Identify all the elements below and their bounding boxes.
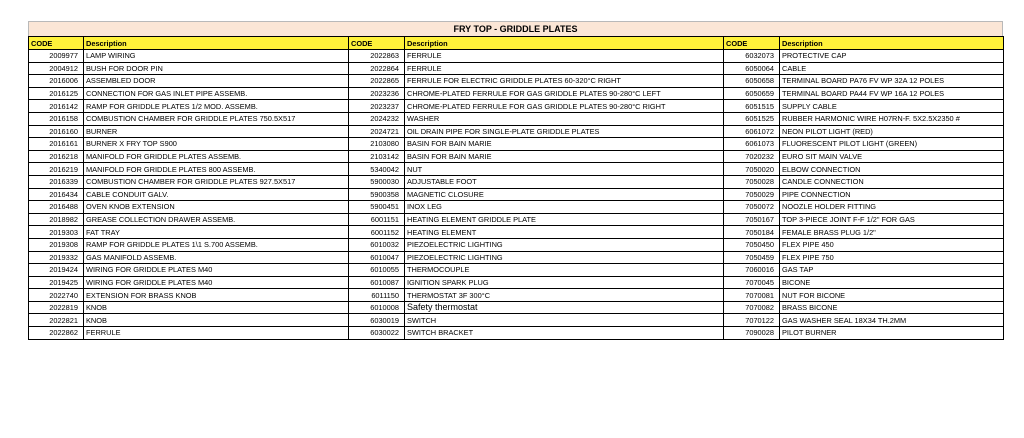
part-code: 7020232 bbox=[724, 150, 780, 163]
part-code: 7090028 bbox=[724, 327, 780, 340]
part-description: WIRING FOR GRIDDLE PLATES M40 bbox=[84, 276, 349, 289]
part-description: CHROME-PLATED FERRULE FOR GAS GRIDDLE PLATES 90-280°C RIGHT bbox=[405, 100, 724, 113]
part-description: FERRULE FOR ELECTRIC GRIDDLE PLATES 60-320°C RIGHT bbox=[405, 75, 724, 88]
part-code: 2016219 bbox=[29, 163, 84, 176]
table-row bbox=[29, 100, 1004, 113]
part-code: 2018982 bbox=[29, 213, 84, 226]
part-code: 7050459 bbox=[724, 251, 780, 264]
part-code: 6010055 bbox=[349, 264, 405, 277]
part-code: 2024232 bbox=[349, 112, 405, 125]
part-description: PILOT BURNER bbox=[780, 327, 1004, 340]
parts-table bbox=[28, 36, 1004, 340]
table-row bbox=[29, 226, 1004, 239]
code-header-3: CODE bbox=[724, 37, 780, 50]
sheet-title: FRY TOP - GRIDDLE PLATES bbox=[28, 21, 1003, 36]
part-description: BURNER bbox=[84, 125, 349, 138]
part-code: 5900030 bbox=[349, 175, 405, 188]
parts-sheet bbox=[28, 21, 1003, 340]
part-description: CONNECTION FOR GAS INLET PIPE ASSEMB. bbox=[84, 87, 349, 100]
part-description: FLEX PIPE 750 bbox=[780, 251, 1004, 264]
part-description: NUT FOR BICONE bbox=[780, 289, 1004, 302]
part-description: KNOB bbox=[84, 314, 349, 327]
part-code: 6011150 bbox=[349, 289, 405, 302]
part-description: MANIFOLD FOR GRIDDLE PLATES 800 ASSEMB. bbox=[84, 163, 349, 176]
part-code: 5900451 bbox=[349, 201, 405, 214]
table-row bbox=[29, 62, 1004, 75]
description-header-2: Description bbox=[405, 37, 724, 50]
part-code: 2016218 bbox=[29, 150, 84, 163]
part-description: GAS MANIFOLD ASSEMB. bbox=[84, 251, 349, 264]
part-code: 2016158 bbox=[29, 112, 84, 125]
part-code: 2023236 bbox=[349, 87, 405, 100]
part-code: 2016160 bbox=[29, 125, 84, 138]
part-code: 7050029 bbox=[724, 188, 780, 201]
table-row bbox=[29, 125, 1004, 138]
table-row bbox=[29, 175, 1004, 188]
part-code: 7050072 bbox=[724, 201, 780, 214]
part-description: RUBBER HARMONIC WIRE H07RN-F. 5X2.5X2350 # bbox=[780, 112, 1004, 125]
part-description: TERMINAL BOARD PA44 FV WP 16A 12 POLES bbox=[780, 87, 1004, 100]
part-description: SWITCH bbox=[405, 314, 724, 327]
part-description: FERRULE bbox=[405, 50, 724, 63]
part-code: 2019308 bbox=[29, 238, 84, 251]
part-description: OVEN KNOB EXTENSION bbox=[84, 201, 349, 214]
part-description: TERMINAL BOARD PA76 FV WP 32A 12 POLES bbox=[780, 75, 1004, 88]
table-row bbox=[29, 75, 1004, 88]
header-row bbox=[29, 37, 1004, 50]
table-row bbox=[29, 327, 1004, 340]
part-description: FERRULE bbox=[84, 327, 349, 340]
part-description: INOX LEG bbox=[405, 201, 724, 214]
part-description: ASSEMBLED DOOR bbox=[84, 75, 349, 88]
description-header-1: Description bbox=[84, 37, 349, 50]
part-description: GAS WASHER SEAL 18X34 TH.2MM bbox=[780, 314, 1004, 327]
part-code: 6032073 bbox=[724, 50, 780, 63]
part-code: 7050020 bbox=[724, 163, 780, 176]
part-description: SWITCH BRACKET bbox=[405, 327, 724, 340]
part-description: HEATING ELEMENT bbox=[405, 226, 724, 239]
part-code: 2022864 bbox=[349, 62, 405, 75]
part-description: PIEZOELECTRIC LIGHTING bbox=[405, 238, 724, 251]
part-code: 2004912 bbox=[29, 62, 84, 75]
part-code: 2022819 bbox=[29, 301, 84, 314]
part-code: 7070081 bbox=[724, 289, 780, 302]
part-code: 2009977 bbox=[29, 50, 84, 63]
part-code: 6050064 bbox=[724, 62, 780, 75]
part-description: WASHER bbox=[405, 112, 724, 125]
part-code: 6051515 bbox=[724, 100, 780, 113]
part-code: 2016006 bbox=[29, 75, 84, 88]
part-description: PIEZOELECTRIC LIGHTING bbox=[405, 251, 724, 264]
part-code: 6061072 bbox=[724, 125, 780, 138]
part-code: 2016488 bbox=[29, 201, 84, 214]
part-code: 2022863 bbox=[349, 50, 405, 63]
part-description: EXTENSION FOR BRASS KNOB bbox=[84, 289, 349, 302]
part-code: 6010087 bbox=[349, 276, 405, 289]
part-description: PROTECTIVE CAP bbox=[780, 50, 1004, 63]
part-description: FEMALE BRASS PLUG 1/2" bbox=[780, 226, 1004, 239]
table-row bbox=[29, 213, 1004, 226]
part-code: 7070122 bbox=[724, 314, 780, 327]
part-description: RAMP FOR GRIDDLE PLATES 1\1 S.700 ASSEMB. bbox=[84, 238, 349, 251]
part-code: 2016434 bbox=[29, 188, 84, 201]
part-code: 2016161 bbox=[29, 138, 84, 151]
part-description: ADJUSTABLE FOOT bbox=[405, 175, 724, 188]
part-code: 2019303 bbox=[29, 226, 84, 239]
part-code: 6010008 bbox=[349, 301, 405, 314]
part-description: PIPE CONNECTION bbox=[780, 188, 1004, 201]
part-description: THERMOSTAT 3F 300°C bbox=[405, 289, 724, 302]
part-description: CANDLE CONNECTION bbox=[780, 175, 1004, 188]
part-code: 2022862 bbox=[29, 327, 84, 340]
part-code: 6030022 bbox=[349, 327, 405, 340]
part-description: KNOB bbox=[84, 301, 349, 314]
table-row bbox=[29, 238, 1004, 251]
part-code: 7050184 bbox=[724, 226, 780, 239]
part-description: FLEX PIPE 450 bbox=[780, 238, 1004, 251]
table-row bbox=[29, 201, 1004, 214]
table-row bbox=[29, 301, 1004, 314]
part-code: 7050028 bbox=[724, 175, 780, 188]
part-description: MAGNETIC CLOSURE bbox=[405, 188, 724, 201]
table-row bbox=[29, 188, 1004, 201]
part-code: 2016125 bbox=[29, 87, 84, 100]
part-description: NOOZLE HOLDER FITTING bbox=[780, 201, 1004, 214]
table-row bbox=[29, 289, 1004, 302]
table-row bbox=[29, 112, 1004, 125]
part-description: MANIFOLD FOR GRIDDLE PLATES ASSEMB. bbox=[84, 150, 349, 163]
part-description: FAT TRAY bbox=[84, 226, 349, 239]
part-description: TOP 3-PIECE JOINT F-F 1/2" FOR GAS bbox=[780, 213, 1004, 226]
part-description: CABLE bbox=[780, 62, 1004, 75]
part-code: 7070045 bbox=[724, 276, 780, 289]
part-description: BUSH FOR DOOR PIN bbox=[84, 62, 349, 75]
part-description: BICONE bbox=[780, 276, 1004, 289]
code-header-2: CODE bbox=[349, 37, 405, 50]
part-description: CABLE CONDUIT GALV. bbox=[84, 188, 349, 201]
table-row bbox=[29, 251, 1004, 264]
part-code: 6050659 bbox=[724, 87, 780, 100]
table-row bbox=[29, 276, 1004, 289]
part-description: CHROME-PLATED FERRULE FOR GAS GRIDDLE PLATES 90-280°C LEFT bbox=[405, 87, 724, 100]
part-description: Safety thermostat bbox=[405, 301, 724, 314]
part-code: 6001152 bbox=[349, 226, 405, 239]
part-code: 6050658 bbox=[724, 75, 780, 88]
table-row bbox=[29, 87, 1004, 100]
table-row bbox=[29, 314, 1004, 327]
part-description: RAMP FOR GRIDDLE PLATES 1/2 MOD. ASSEMB. bbox=[84, 100, 349, 113]
part-code: 2103142 bbox=[349, 150, 405, 163]
part-description: BASIN FOR BAIN MARIE bbox=[405, 150, 724, 163]
part-description: LAMP WIRING bbox=[84, 50, 349, 63]
part-code: 2022865 bbox=[349, 75, 405, 88]
part-code: 2022740 bbox=[29, 289, 84, 302]
code-header-1: CODE bbox=[29, 37, 84, 50]
part-description: GREASE COLLECTION DRAWER ASSEMB. bbox=[84, 213, 349, 226]
part-description: FERRULE bbox=[405, 62, 724, 75]
part-description: HEATING ELEMENT GRIDDLE PLATE bbox=[405, 213, 724, 226]
part-code: 6010032 bbox=[349, 238, 405, 251]
part-description: NEON PILOT LIGHT (RED) bbox=[780, 125, 1004, 138]
part-code: 2022821 bbox=[29, 314, 84, 327]
part-description: NUT bbox=[405, 163, 724, 176]
part-code: 2103080 bbox=[349, 138, 405, 151]
table-row bbox=[29, 264, 1004, 277]
part-code: 2024721 bbox=[349, 125, 405, 138]
table-row bbox=[29, 163, 1004, 176]
part-code: 2019424 bbox=[29, 264, 84, 277]
part-code: 2016339 bbox=[29, 175, 84, 188]
part-description: GAS TAP bbox=[780, 264, 1004, 277]
part-code: 5900358 bbox=[349, 188, 405, 201]
parts-body bbox=[29, 50, 1004, 340]
part-code: 6051525 bbox=[724, 112, 780, 125]
table-row bbox=[29, 50, 1004, 63]
part-code: 2016142 bbox=[29, 100, 84, 113]
part-description: WIRING FOR GRIDDLE PLATES M40 bbox=[84, 264, 349, 277]
table-row bbox=[29, 150, 1004, 163]
part-code: 6001151 bbox=[349, 213, 405, 226]
part-description: BURNER X FRY TOP S900 bbox=[84, 138, 349, 151]
table-row bbox=[29, 138, 1004, 151]
part-code: 2023237 bbox=[349, 100, 405, 113]
part-description: BASIN FOR BAIN MARIE bbox=[405, 138, 724, 151]
part-description: COMBUSTION CHAMBER FOR GRIDDLE PLATES 927.5X517 bbox=[84, 175, 349, 188]
part-description: COMBUSTION CHAMBER FOR GRIDDLE PLATES 750.5X517 bbox=[84, 112, 349, 125]
part-description: THERMOCOUPLE bbox=[405, 264, 724, 277]
part-description: IGNITION SPARK PLUG bbox=[405, 276, 724, 289]
description-header-3: Description bbox=[780, 37, 1004, 50]
part-code: 7050450 bbox=[724, 238, 780, 251]
part-code: 6010047 bbox=[349, 251, 405, 264]
part-code: 7060016 bbox=[724, 264, 780, 277]
part-code: 5340042 bbox=[349, 163, 405, 176]
part-description: EURO SIT MAIN VALVE bbox=[780, 150, 1004, 163]
part-code: 7070082 bbox=[724, 301, 780, 314]
part-description: ELBOW CONNECTION bbox=[780, 163, 1004, 176]
part-description: OIL DRAIN PIPE FOR SINGLE-PLATE GRIDDLE PLATES bbox=[405, 125, 724, 138]
part-code: 7050167 bbox=[724, 213, 780, 226]
part-description: SUPPLY CABLE bbox=[780, 100, 1004, 113]
part-code: 2019425 bbox=[29, 276, 84, 289]
part-code: 6061073 bbox=[724, 138, 780, 151]
part-code: 2019332 bbox=[29, 251, 84, 264]
part-description: BRASS BICONE bbox=[780, 301, 1004, 314]
part-description: FLUORESCENT PILOT LIGHT (GREEN) bbox=[780, 138, 1004, 151]
part-code: 6030019 bbox=[349, 314, 405, 327]
